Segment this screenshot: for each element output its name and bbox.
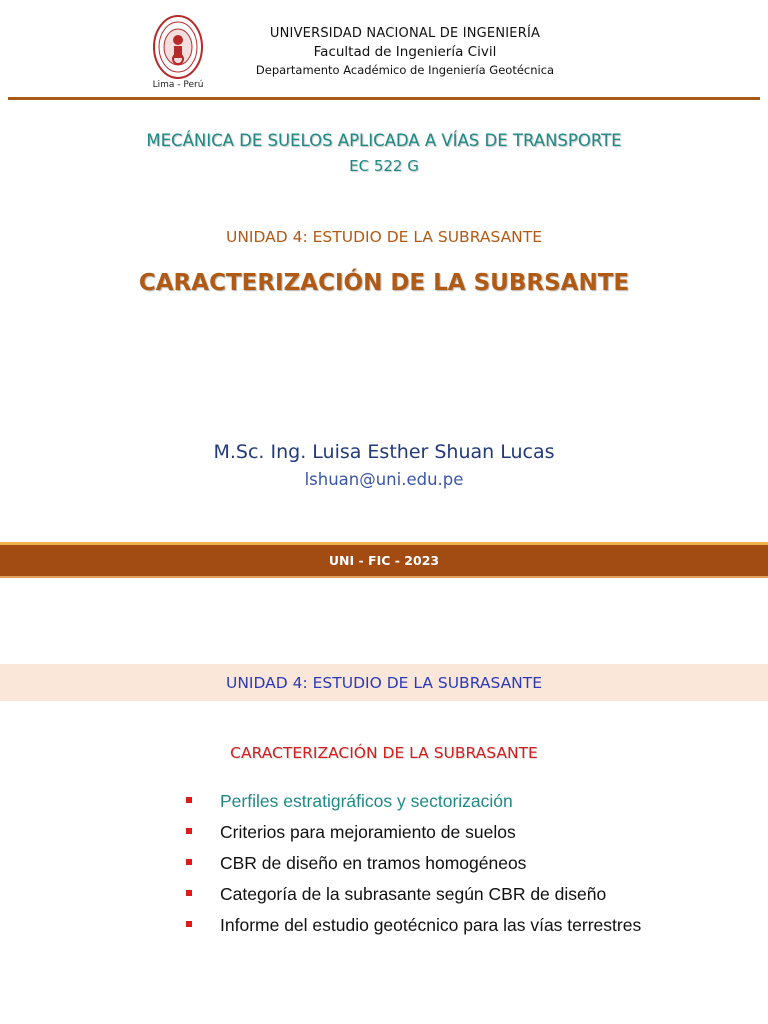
university-seal-icon [152,14,204,80]
department-name: Departamento Académico de Ingeniería Geotécnica [255,63,555,77]
course-title: MECÁNICA DE SUELOS APLICADA A VÍAS DE TRANSPORTE [146,131,622,150]
university-name: UNIVERSIDAD NACIONAL DE INGENIERÍA [269,26,541,41]
footer-text: UNI - FIC - 2023 [328,553,440,568]
faculty-name: Facultad de Ingeniería Civil [313,44,497,60]
unit-heading: UNIDAD 4: ESTUDIO DE LA SUBRASANTE [225,228,543,246]
footer-band-accent [0,542,768,545]
header-divider [8,97,760,100]
logo-caption: Lima - Perú [152,80,204,90]
topic-list [186,790,706,945]
slide-title: CARACTERIZACIÓN DE LA SUBRSANTE [138,270,630,296]
list-item: Informe del estudio geotécnico para las vías terrestres [186,914,706,936]
author-name: M.Sc. Ing. Luisa Esther Shuan Lucas [213,441,555,463]
list-item: Criterios para mejoramiento de suelos [186,821,706,843]
bullet-square-icon [186,859,192,865]
author-email: lshuan@uni.edu.pe [304,470,464,489]
slide2-unit-heading: UNIDAD 4: ESTUDIO DE LA SUBRASANTE [225,674,543,692]
bullet-square-icon [186,797,192,803]
list-item: Categoría de la subrasante según CBR de diseño [186,883,706,905]
course-code: EC 522 G [349,157,419,175]
list-item: Perfiles estratigráficos y sectorización [186,790,706,812]
slide2-subtitle: CARACTERIZACIÓN DE LA SUBRASANTE [230,744,538,762]
bullet-square-icon [186,921,192,927]
list-item: CBR de diseño en tramos homogéneos [186,852,706,874]
bullet-square-icon [186,828,192,834]
bullet-square-icon [186,890,192,896]
